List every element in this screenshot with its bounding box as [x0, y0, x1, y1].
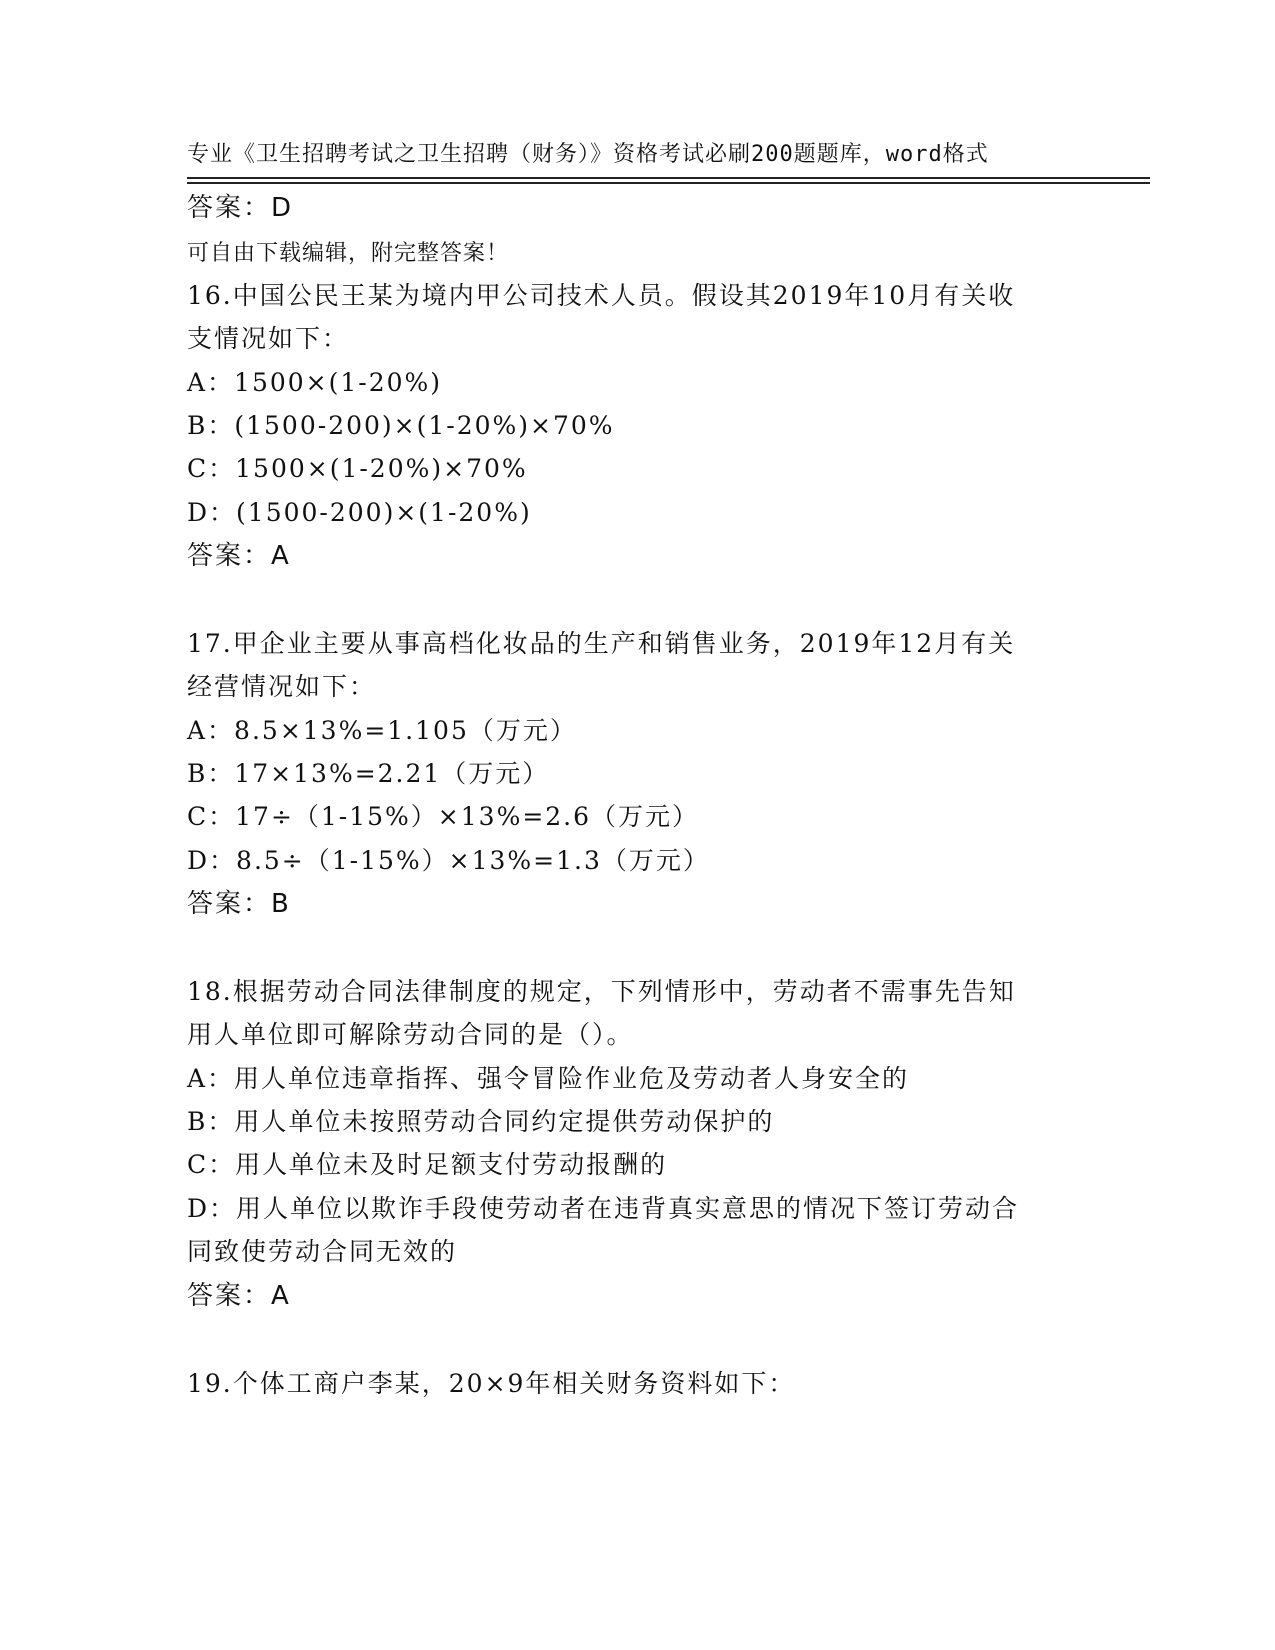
q18-option-d-line-1: D：用人单位以欺诈手段使劳动者在违背真实意思的情况下签订劳动合 [187, 1194, 1020, 1223]
q17-option-c: C：17÷（1-15%）×13%=2.6（万元） [187, 802, 700, 831]
previous-answer: 答案：D [187, 193, 294, 223]
q16-answer: 答案：A [187, 541, 291, 571]
q17-stem-line-1: 17.甲企业主要从事高档化妆品的生产和销售业务，2019年12月有关 [187, 629, 1016, 658]
q16-stem-line-2: 支情况如下： [187, 324, 350, 353]
header-divider-top [187, 177, 1150, 179]
q18-option-a: A：用人单位违章指挥、强令冒险作业危及劳动者人身安全的 [187, 1064, 910, 1093]
header-line-1: 专业《卫生招聘考试之卫生招聘（财务）》资格考试必刷200题题库，word格式 [187, 142, 989, 167]
q17-stem-line-2: 经营情况如下： [187, 672, 377, 701]
q17-option-d: D：8.5÷（1-15%）×13%=1.3（万元） [187, 846, 710, 875]
q16-option-a: A：1500×(1-20%) [187, 368, 443, 397]
q18-stem-line-2: 用人单位即可解除劳动合同的是（）。 [187, 1020, 634, 1049]
q16-option-d: D：(1500-200)×(1-20%) [187, 498, 532, 527]
q16-stem-line-1: 16.中国公民王某为境内甲公司技术人员。假设其2019年10月有关收 [187, 281, 1016, 310]
q18-option-d-line-2: 同致使劳动合同无效的 [187, 1237, 458, 1266]
q17-option-b: B：17×13%=2.21（万元） [187, 759, 550, 788]
q16-option-c: C：1500×(1-20%)×70% [187, 454, 528, 483]
q16-option-b: B：(1500-200)×(1-20%)×70% [187, 411, 615, 440]
q18-option-b: B：用人单位未按照劳动合同约定提供劳动保护的 [187, 1107, 775, 1136]
header-line-2: 可自由下载编辑，附完整答案！ [187, 241, 510, 266]
q17-option-a: A：8.5×13%=1.105（万元） [187, 716, 577, 745]
q18-stem-line-1: 18.根据劳动合同法律制度的规定，下列情形中，劳动者不需事先告知 [187, 977, 1016, 1006]
q18-answer: 答案：A [187, 1281, 291, 1311]
q17-answer: 答案：B [187, 889, 291, 919]
q18-option-c: C：用人单位未及时足额支付劳动报酬的 [187, 1150, 668, 1179]
q19-stem-line-1: 19.个体工商户李某，20×9年相关财务资料如下： [187, 1369, 796, 1398]
header-divider-bottom [187, 182, 1150, 184]
